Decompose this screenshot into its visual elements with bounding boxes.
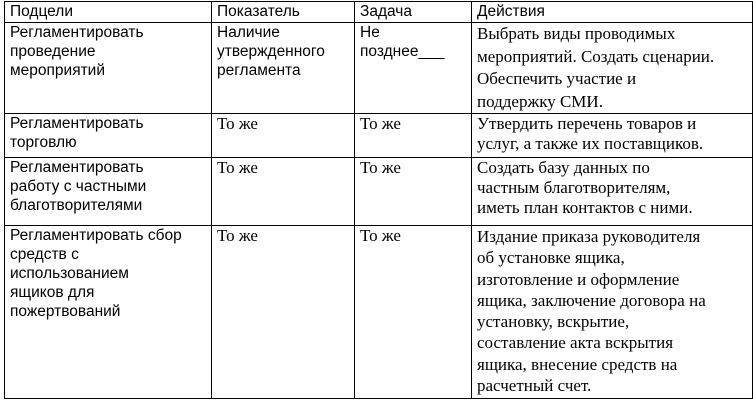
header-indicator: Показатель — [212, 2, 355, 23]
table-row — [5, 226, 753, 399]
header-subgoals: Подцели — [5, 2, 212, 23]
cell-task: Не позднее___ — [355, 23, 472, 114]
cell-actions: Утвердить перечень товаров и услуг, а также их поставщиков. — [472, 114, 753, 158]
cell-actions: Выбрать виды проводимых мероприятий. Создать сценарии. Обеспечить участие и поддержку СМИ. — [472, 23, 753, 114]
goals-table — [4, 1, 753, 399]
header-row — [5, 2, 753, 23]
table-row — [5, 114, 753, 158]
cell-task: То же — [355, 226, 472, 399]
header-task: Задача — [355, 2, 472, 23]
cell-indicator: То же — [212, 114, 355, 158]
cell-task: То же — [355, 114, 472, 158]
header-actions: Действия — [472, 2, 753, 23]
cell-actions: Издание приказа руководителя об установке ящика, изготовление и оформление ящика, заключение договора на установку, вскрытие, составление акта вскрытия ящика, внесение средств на расчетный счет. — [472, 226, 753, 399]
cell-actions: Создать базу данных по частным благотворителям, иметь план контактов с ними. — [472, 158, 753, 226]
cell-indicator: Наличие утвержденного регламента — [212, 23, 355, 114]
table-row — [5, 23, 753, 114]
cell-subgoal: Регламентировать сбор средств с использованием ящиков для пожертвований — [5, 226, 212, 399]
cell-subgoal: Регламентировать работу с частными благотворителями — [5, 158, 212, 226]
cell-task: То же — [355, 158, 472, 226]
cell-subgoal: Регламентировать проведение мероприятий — [5, 23, 212, 114]
cell-indicator: То же — [212, 226, 355, 399]
cell-subgoal: Регламентировать торговлю — [5, 114, 212, 158]
table-row — [5, 158, 753, 226]
cell-indicator: То же — [212, 158, 355, 226]
